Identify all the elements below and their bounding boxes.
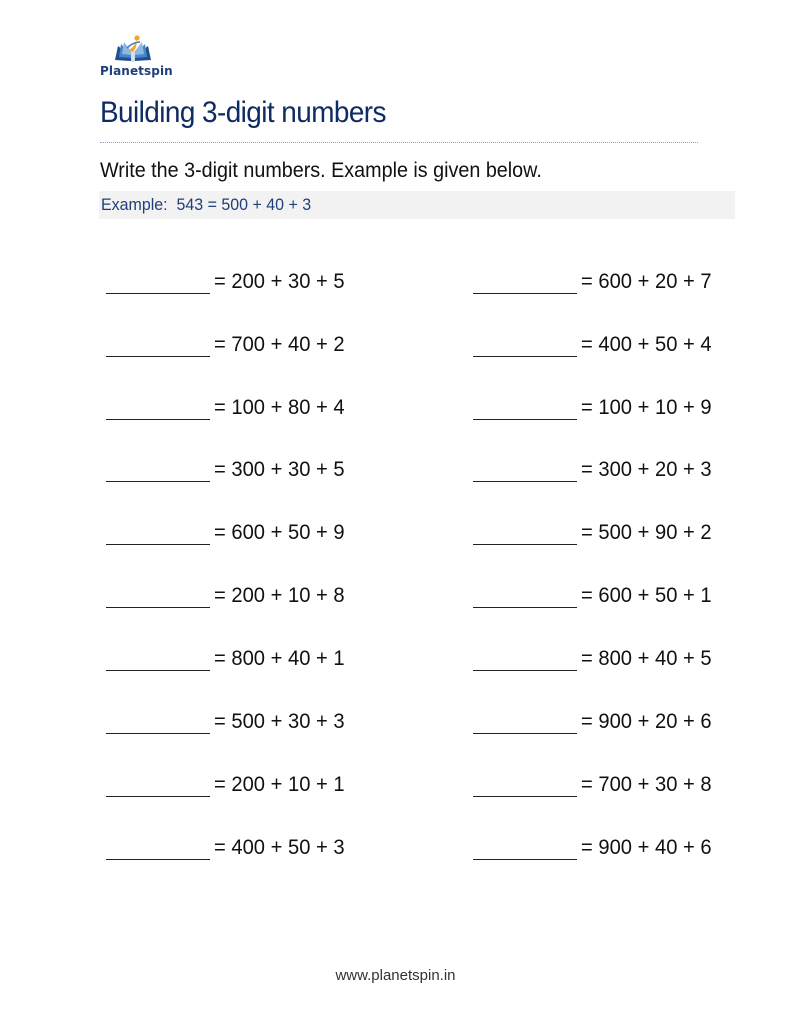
expression: = 400 + 50 + 3 (214, 836, 345, 859)
expression: = 900 + 40 + 6 (581, 836, 712, 859)
problem-item (473, 647, 717, 677)
expression: = 100 + 10 + 9 (581, 396, 712, 419)
problem-item (106, 270, 350, 300)
expression: = 200 + 30 + 5 (214, 270, 345, 293)
problem-item (106, 333, 350, 363)
open-book-reader-icon (113, 34, 153, 64)
answer-blank[interactable] (106, 272, 210, 294)
problem-item (106, 396, 350, 426)
expression: = 400 + 50 + 4 (581, 333, 712, 356)
problem-item (473, 396, 717, 426)
answer-blank[interactable] (106, 335, 210, 357)
problem-item (473, 521, 717, 551)
expression: = 600 + 50 + 9 (214, 521, 345, 544)
answer-blank[interactable] (473, 586, 577, 608)
expression: = 200 + 10 + 1 (214, 773, 345, 796)
instruction-text: Write the 3-digit numbers. Example is given below. (100, 159, 542, 182)
problem-item (473, 584, 717, 614)
problem-item (106, 836, 350, 866)
answer-blank[interactable] (106, 775, 210, 797)
expression: = 600 + 20 + 7 (581, 270, 712, 293)
problem-item (106, 458, 350, 488)
problem-item (106, 584, 350, 614)
expression: = 800 + 40 + 5 (581, 647, 712, 670)
expression: = 500 + 90 + 2 (581, 521, 712, 544)
expression: = 100 + 80 + 4 (214, 396, 345, 419)
expression: = 600 + 50 + 1 (581, 584, 712, 607)
answer-blank[interactable] (473, 272, 577, 294)
answer-blank[interactable] (473, 712, 577, 734)
problem-item (473, 333, 717, 363)
answer-blank[interactable] (106, 712, 210, 734)
answer-blank[interactable] (473, 649, 577, 671)
expression: = 300 + 30 + 5 (214, 458, 345, 481)
problem-item (473, 270, 717, 300)
expression: = 700 + 30 + 8 (581, 773, 712, 796)
problem-item (106, 773, 350, 803)
planetspin-logo (100, 34, 173, 84)
problem-item (106, 647, 350, 677)
answer-blank[interactable] (106, 586, 210, 608)
example-band (99, 191, 735, 219)
expression: = 800 + 40 + 1 (214, 647, 345, 670)
problem-item (106, 710, 350, 740)
answer-blank[interactable] (106, 523, 210, 545)
answer-blank[interactable] (473, 335, 577, 357)
problem-item (473, 773, 717, 803)
answer-blank[interactable] (473, 398, 577, 420)
expression: = 500 + 30 + 3 (214, 710, 345, 733)
answer-blank[interactable] (106, 460, 210, 482)
page-title: Building 3-digit numbers (100, 96, 386, 129)
logo-text: Planetspin (100, 64, 173, 78)
answer-blank[interactable] (106, 649, 210, 671)
expression: = 900 + 20 + 6 (581, 710, 712, 733)
problem-item (473, 836, 717, 866)
problem-item (106, 521, 350, 551)
answer-blank[interactable] (473, 460, 577, 482)
answer-blank[interactable] (106, 398, 210, 420)
answer-blank[interactable] (473, 838, 577, 860)
answer-blank[interactable] (106, 838, 210, 860)
example-text: Example: 543 = 500 + 40 + 3 (101, 195, 312, 214)
answer-blank[interactable] (473, 775, 577, 797)
expression: = 200 + 10 + 8 (214, 584, 345, 607)
expression: = 700 + 40 + 2 (214, 333, 345, 356)
footer-url: www.planetspin.in (335, 967, 456, 984)
expression: = 300 + 20 + 3 (581, 458, 712, 481)
title-divider (100, 142, 698, 143)
answer-blank[interactable] (473, 523, 577, 545)
problem-item (473, 710, 717, 740)
problem-item (473, 458, 717, 488)
